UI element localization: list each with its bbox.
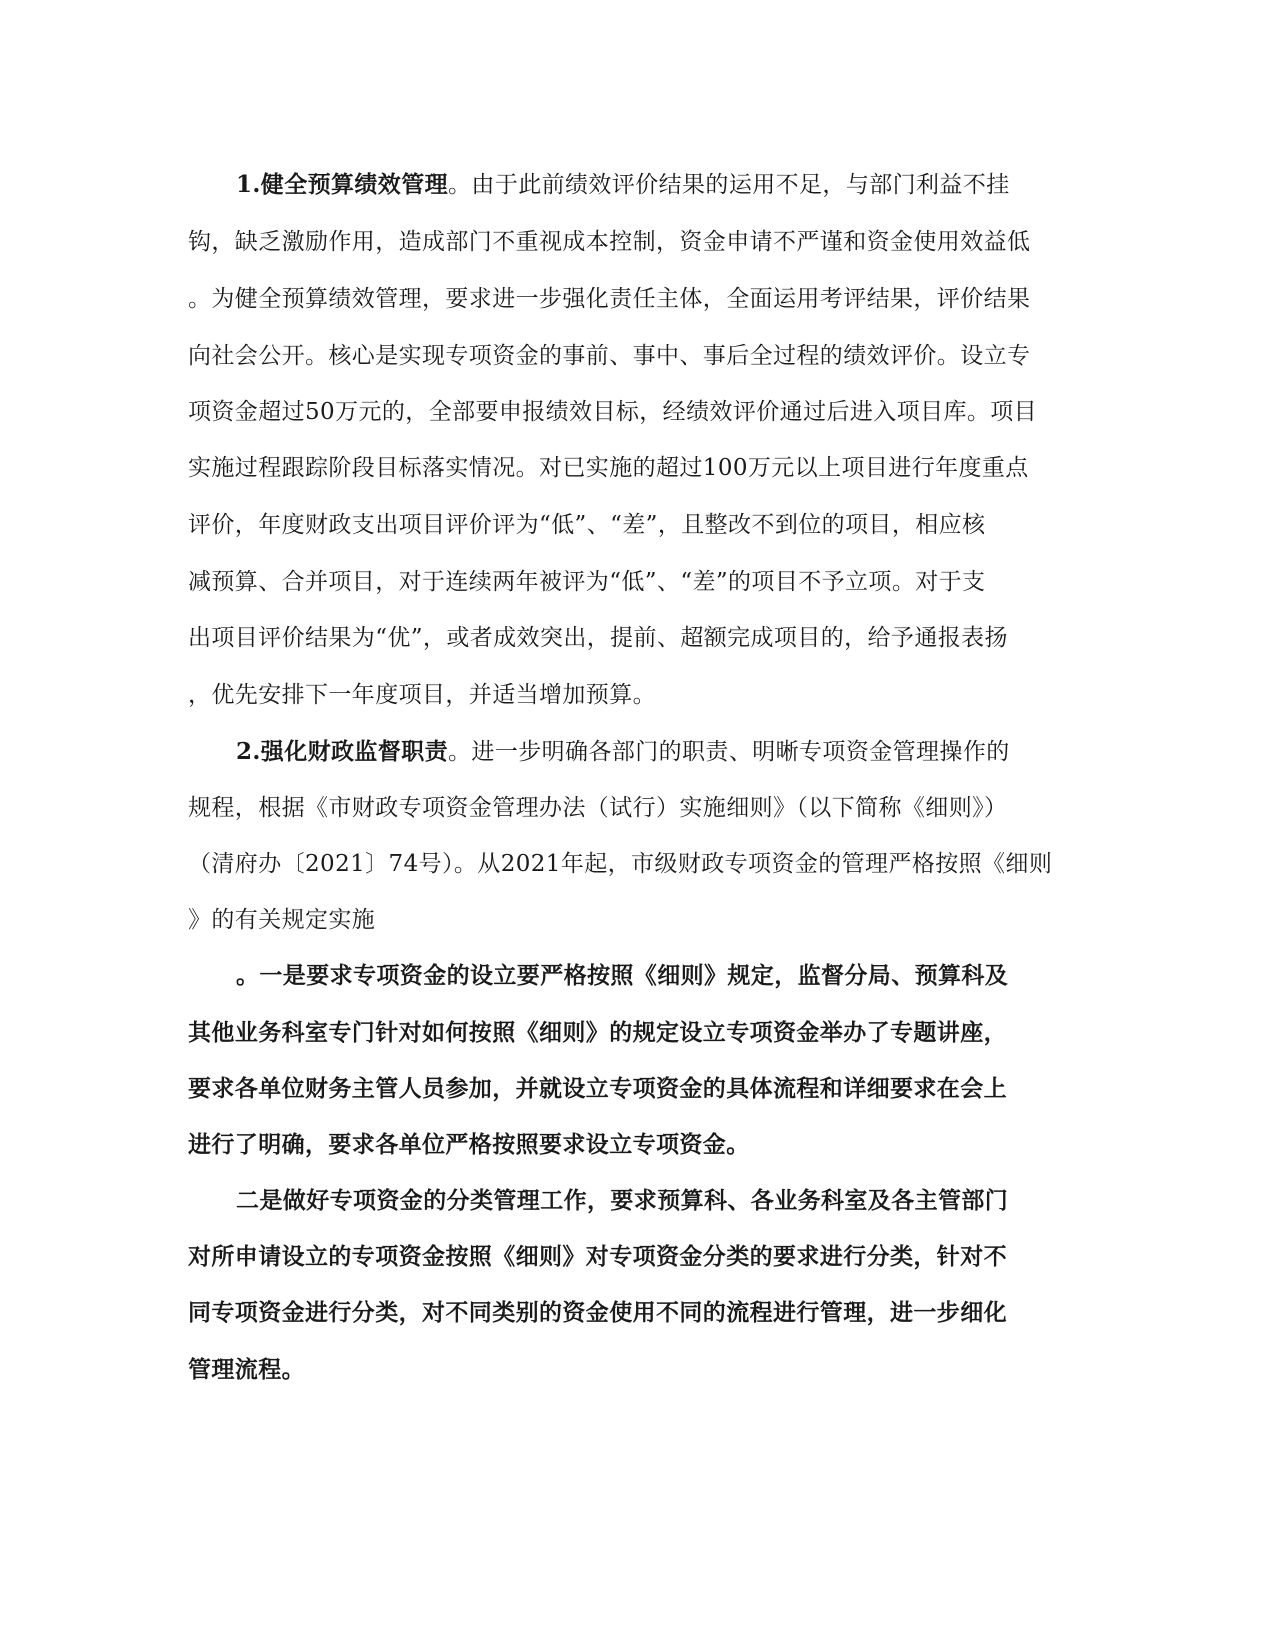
section2-first-line [236, 737, 1010, 767]
section3-line: 要求各单位财务主管人员参加，并就设立专项资金的具体流程和详细要求在会上 [188, 1075, 1007, 1102]
section4-line: 管理流程。 [188, 1356, 305, 1383]
section3-line: 其他业务科室专门针对如何按照《细则》的规定设立专项资金举办了专题讲座， [188, 1019, 1007, 1046]
section4-line: 对所申请设立的专项资金按照《细则》对专项资金分类的要求进行分类，针对不 [188, 1243, 1007, 1270]
section2-line: （清府办〔2021〕74号）。从2021年起，市级财政专项资金的管理严格按照《细则 [188, 851, 1053, 877]
section1-line: 。为健全预算绩效管理，要求进一步强化责任主体，全面运用考评结果，评价结果 [188, 286, 1031, 312]
section3-line: 。一是要求专项资金的设立要严格按照《细则》规定，监督分局、预算科及 [236, 962, 1009, 989]
section1-line: 项资金超过50万元的，全部要申报绩效目标，经绩效评价通过后进入项目库。项目 [188, 399, 1038, 425]
section1-line: ，优先安排下一年度项目，并适当增加预算。 [188, 682, 656, 708]
section1-line: 。由于此前绩效评价结果的运用不足，与部门利益不挂 [448, 172, 1010, 198]
section4-line: 二是做好专项资金的分类管理工作，要求预算科、各业务科室及各主管部门 [236, 1187, 1009, 1214]
section1-first-line [236, 170, 1010, 200]
section2-heading: 2.强化财政监督职责 [236, 738, 449, 765]
section1-line: 评价，年度财政支出项目评价评为“低”、“差”，且整改不到位的项目，相应核 [188, 512, 986, 538]
section1-line: 实施过程跟踪阶段目标落实情况。对已实施的超过100万元以上项目进行年度重点 [188, 455, 1029, 481]
section1-line: 减预算、合并项目，对于连续两年被评为“低”、“差”的项目不予立项。对于支 [188, 569, 986, 595]
section3-line: 进行了明确，要求各单位严格按照要求设立专项资金。 [188, 1131, 750, 1158]
section2-line: 》的有关规定实施 [188, 907, 376, 933]
section1-line: 出项目评价结果为“优”，或者成效突出，提前、超额完成项目的，给予通报表扬 [188, 625, 1008, 651]
section1-heading: 1.健全预算绩效管理 [236, 171, 449, 198]
section2-line: 。进一步明确各部门的职责、明晰专项资金管理操作的 [448, 739, 1010, 765]
section1-line: 向社会公开。核心是实现专项资金的事前、事中、事后全过程的绩效评价。设立专 [188, 343, 1031, 369]
section4-line: 同专项资金进行分类，对不同类别的资金使用不同的流程进行管理，进一步细化 [188, 1299, 1007, 1326]
section1-line: 钩，缺乏激励作用，造成部门不重视成本控制，资金申请不严谨和资金使用效益低 [188, 229, 1031, 255]
section2-line: 规程，根据《市财政专项资金管理办法（试行）实施细则》（以下简称《细则》） [188, 795, 1008, 821]
